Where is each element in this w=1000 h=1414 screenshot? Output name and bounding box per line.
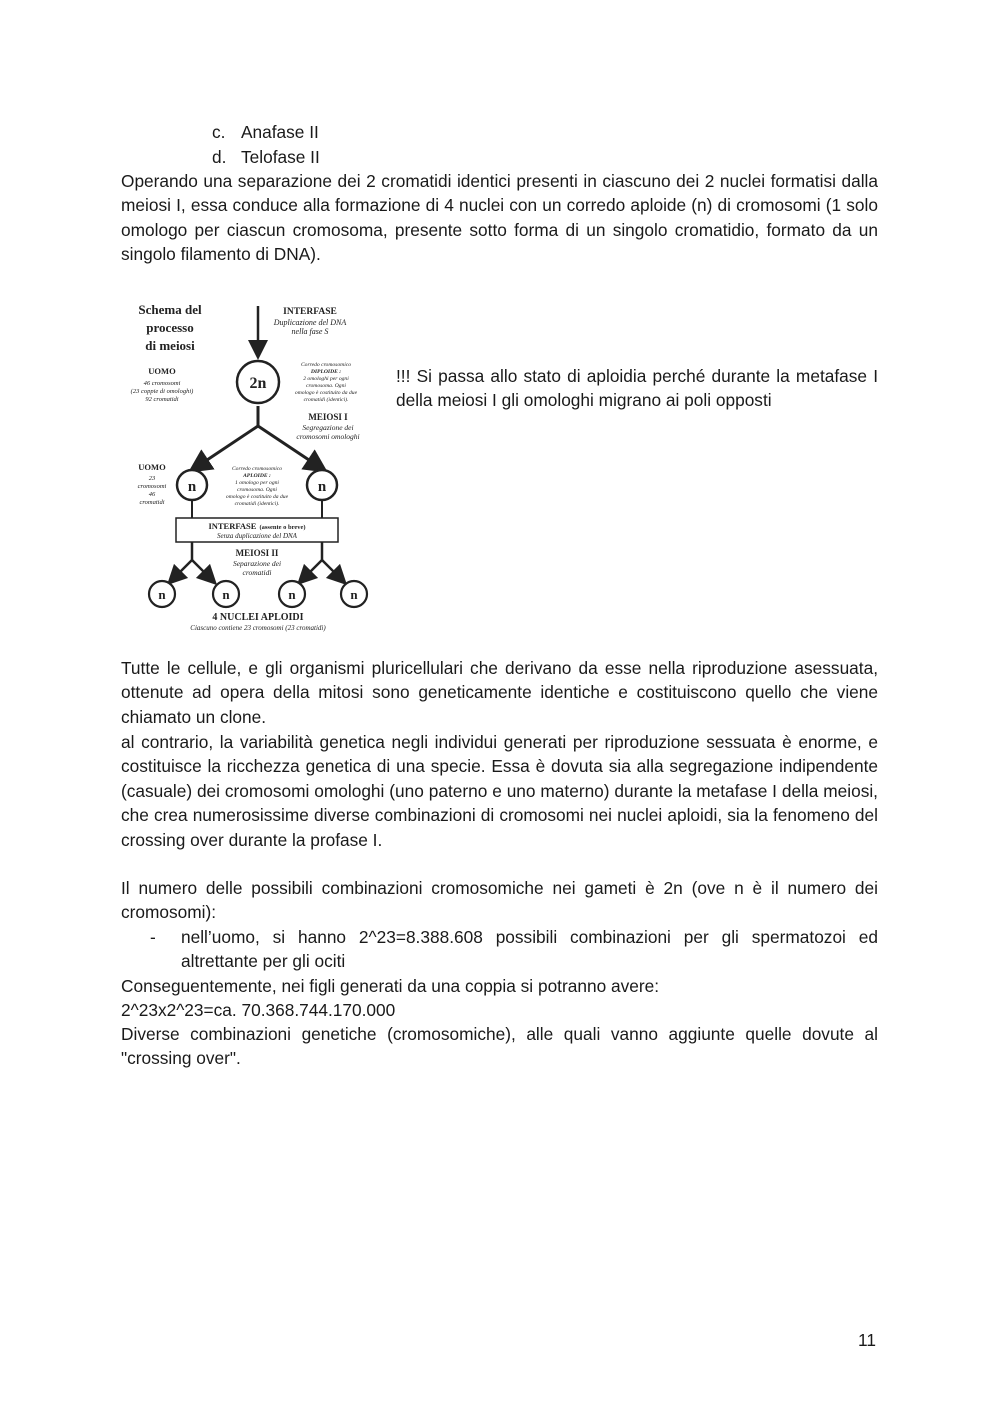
list-marker: c. — [212, 122, 226, 142]
node-2n-label: 2n — [249, 375, 267, 392]
diploide-1: Corredo cromosomico — [300, 362, 352, 368]
aploide-5: omologo è costituito da due — [225, 494, 289, 500]
node-n-label: n — [187, 479, 197, 495]
node-n-label: n — [158, 587, 166, 602]
node-n-label: n — [317, 479, 327, 495]
interfase-title: INTERFASE — [283, 307, 337, 317]
diagram-title-3: di meiosi — [145, 338, 195, 353]
result-sub: Ciascuno contiene 23 cromosomi (23 cromatidi) — [190, 624, 326, 632]
bullet-line-1: nell’uomo, si hanno 2^23=8.388.608 possibili combinazioni per gli spermatozoi ed — [181, 927, 878, 947]
uomo-mid-sub-1: 23 — [148, 475, 156, 482]
node-n-label: n — [350, 587, 358, 602]
meiosi2-sub-2: cromatidi — [242, 568, 272, 577]
side-note: !!! Si passa allo stato di aploidia perché durante la metafase I della meiosi I gli omologhi migrano ai poli opposti — [396, 366, 878, 411]
list-marker: d. — [212, 147, 227, 167]
paragraph-variabilita: al contrario, la variabilità genetica negli individui generati per riproduzione sessuata è enorme, e costituisce la ricchezza genetica di una specie. Essa è dovuta sia alla segregazione indipendente (casuale) dei cromosomi omologhi (uno paterno e uno materno) durante la metafase I della meiosi, che crea numerosissime diverse combinazioni di cromosomi nei nuclei aploidi, sia la fenomeno del crossing over durante la profase I. — [121, 732, 878, 850]
diploide-2: DIPLOIDE : — [310, 369, 342, 375]
arrow-left — [198, 426, 258, 466]
diploide-6: cromatidi (identici). — [303, 397, 349, 403]
node-n-label: n — [288, 587, 296, 602]
meiosi2-sub-1: Separazione dei — [232, 559, 282, 568]
diploide-5: omologo è costituito da due — [294, 390, 358, 396]
diagram-title-2: processo — [146, 320, 194, 335]
uomo-mid: UOMO — [138, 462, 166, 472]
meiosi1-sub-1: Segregazione dei — [302, 423, 354, 432]
diagram-title-1: Schema del — [138, 302, 202, 317]
uomo-top: UOMO — [148, 366, 176, 376]
paragraph-clone: Tutte le cellule, e gli organismi pluricellulari che derivano da esse nella riproduzione asessuata, ottenute ad opera della mitosi sono geneticamente identiche e costituiscono quello che viene chiamato un clone. — [121, 658, 878, 727]
uomo-mid-sub-4: cromatidi — [139, 499, 165, 506]
arrow-ll — [174, 560, 192, 578]
uomo-mid-sub-3: 46 — [148, 491, 156, 498]
interfase2-note: (assente o breve) — [259, 524, 306, 531]
interfase-sub-2: nella fase S — [291, 327, 329, 336]
result-title: 4 NUCLEI APLOIDI — [212, 612, 304, 623]
diploide-3: 2 omologhi per ogni — [303, 376, 349, 382]
diploide-4: cromosoma. Ogni — [306, 383, 346, 389]
list-item-text: Anafase II — [241, 122, 319, 142]
bullet-line-2: altrettante per gli ociti — [181, 951, 346, 972]
interfase-sub-1: Duplicazione del DNA — [273, 318, 347, 327]
arrow-lr — [192, 560, 210, 578]
meiosis-diagram — [130, 298, 380, 638]
aploide-6: cromatidi (identici). — [234, 501, 280, 507]
meiosi1-title: MEIOSI I — [308, 412, 348, 422]
page-number: 11 — [858, 1330, 876, 1350]
aploide-2: APLOIDE : — [243, 473, 271, 479]
aploide-3: 1 omologo per ogni — [235, 480, 279, 486]
uomo-top-sub-2: (23 coppie di omologhi) — [130, 388, 194, 395]
arrow-rl — [304, 560, 322, 578]
uomo-mid-sub-2: cromosomi — [137, 483, 167, 490]
list-item-text: Telofase II — [241, 147, 320, 167]
paragraph-combinazioni: Il numero delle possibili combinazioni cromosomiche nei gameti è 2n (ove n è il numero dei cromosomi): — [121, 878, 878, 923]
aploide-4: cromosoma. Ogni — [237, 487, 277, 493]
interfase2-title: INTERFASE — [208, 521, 257, 531]
interfase2-sub: Senza duplicazione del DNA — [217, 532, 297, 540]
uomo-top-sub-1: 46 cromosomi — [143, 380, 181, 387]
aploide-1: Corredo cromosomico — [231, 466, 283, 472]
paragraph-crossing-over: Diverse combinazioni genetiche (cromosomiche), alle quali vanno aggiunte quelle dovute al "crossing over". — [121, 1024, 878, 1069]
node-n-label: n — [222, 587, 230, 602]
meiosi1-sub-2: cromosomi omologhi — [296, 432, 360, 441]
meiosi2-title: MEIOSI II — [235, 548, 279, 558]
uomo-top-sub-3: 92 cromatidi — [145, 396, 179, 403]
formula: 2^23x2^23=ca. 70.368.744.170.000 — [121, 1000, 396, 1020]
paragraph-conseguentemente: Conseguentemente, nei figli generati da una coppia si potranno avere: — [121, 976, 660, 996]
arrow-rr — [322, 560, 340, 578]
bullet-marker: - — [150, 927, 156, 947]
paragraph-meiosi-ii: Operando una separazione dei 2 cromatidi identici presenti in ciascuno dei 2 nuclei formatisi dalla meiosi I, essa conduce alla formazione di 4 nuclei con un corredo aploide (n) di cromosomi (1 solo omologo per ciascun cromosoma, presente sotto forma di un singolo cromatidio, formato da un singolo filamento di DNA). — [121, 171, 878, 265]
